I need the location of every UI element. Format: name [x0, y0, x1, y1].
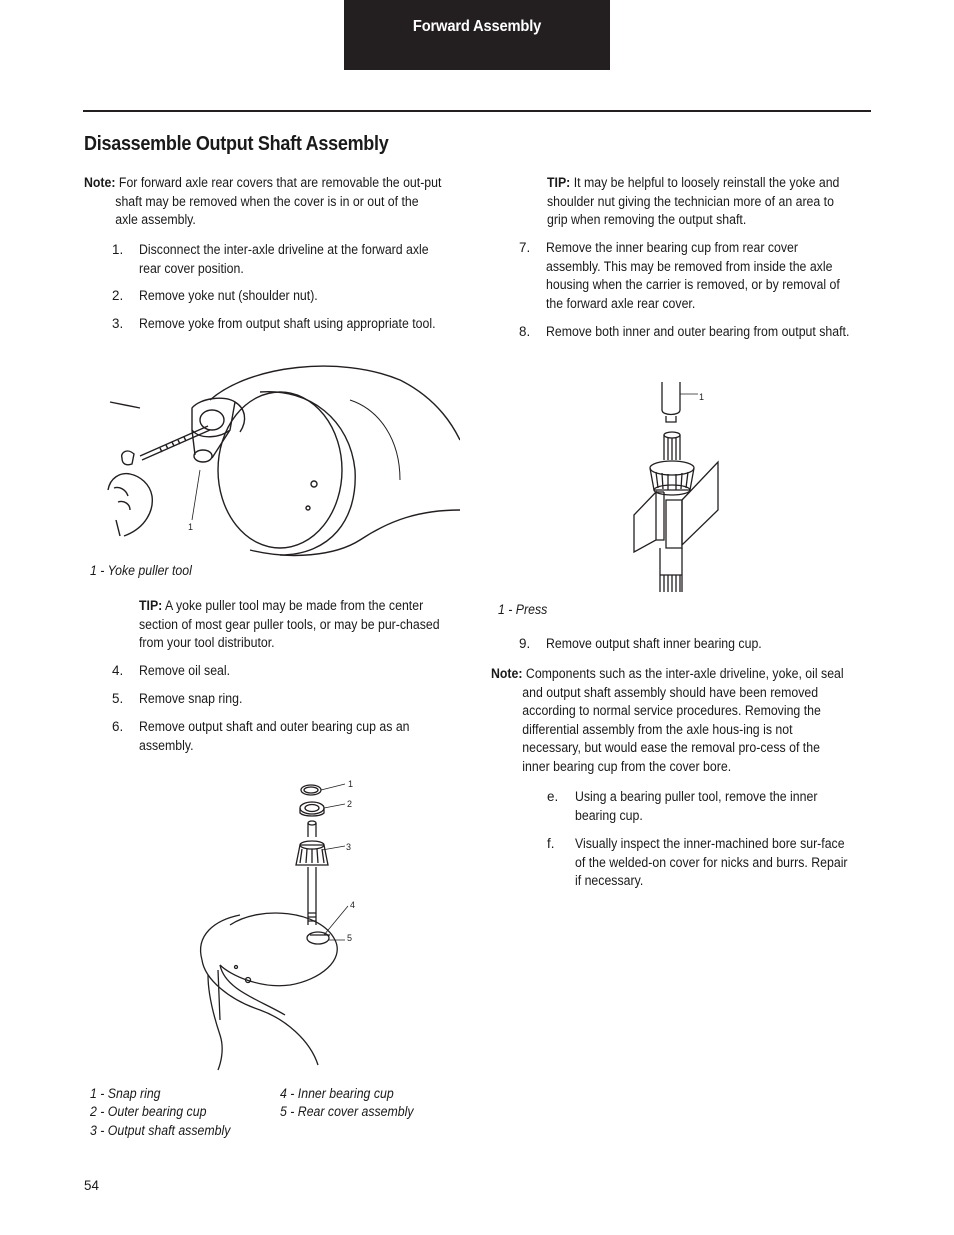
step-text: Remove yoke nut (shoulder nut). — [139, 288, 318, 303]
step-number: 1. — [112, 242, 124, 257]
step-number: 5. — [112, 691, 124, 706]
step-text: Remove output shaft and outer bearing cup as an assembly. — [139, 719, 410, 753]
figure-caption: 3 - Output shaft assembly — [90, 1123, 231, 1138]
left-note — [84, 174, 443, 230]
step-number: 7. — [519, 240, 531, 255]
substep-text: Using a bearing puller tool, remove the inner bearing cup. — [575, 789, 818, 823]
callout-1: 1 — [188, 522, 194, 532]
step-text: Disconnect the inter-axle driveline at the forward axle rear cover position. — [139, 242, 429, 276]
callout-1: 1 — [348, 779, 354, 789]
figure-caption: 1 - Yoke puller tool — [90, 563, 192, 578]
figure-caption: 2 - Outer bearing cup — [90, 1104, 207, 1119]
callout-5: 5 — [347, 933, 353, 943]
substep-letter: e. — [547, 789, 559, 804]
press-illustration — [620, 380, 730, 600]
right-note — [491, 665, 845, 776]
callout-1: 1 — [699, 392, 705, 402]
step-number: 3. — [112, 316, 124, 331]
substep-letter: f. — [547, 836, 555, 851]
tip-text: A yoke puller tool may be made from the center section of most gear puller tools, or may be pur-chased from your tool distributor. — [139, 598, 440, 650]
note-label: Note: — [491, 666, 523, 681]
yoke-puller-illustration — [100, 360, 460, 560]
tip-text: It may be helpful to loosely reinstall the yoke and shoulder nut giving the technician more of an area to grip when removing the output shaft. — [547, 175, 840, 227]
note-text: For forward axle rear covers that are removable the out-put shaft may be removed when the cover is in or out of the axle assembly. — [115, 175, 442, 227]
step-text: Remove yoke from output shaft using appropriate tool. — [139, 316, 436, 331]
callout-3: 3 — [346, 842, 352, 852]
step-text: Remove output shaft inner bearing cup. — [546, 636, 762, 651]
tip-left — [139, 597, 443, 653]
callout-2: 2 — [347, 799, 353, 809]
section-tab — [344, 0, 610, 70]
step-number: 6. — [112, 719, 124, 734]
section-tab-label: Forward Assembly — [412, 18, 542, 35]
tip-label: TIP: — [139, 598, 163, 613]
tip-label: TIP: — [547, 175, 571, 190]
page-number: 54 — [84, 1178, 99, 1193]
figure-caption: 4 - Inner bearing cup — [280, 1086, 394, 1101]
step-number: 4. — [112, 663, 124, 678]
note-text: Components such as the inter-axle driveline, yoke, oil seal and output shaft assembly should have been removed according to normal service procedures. Removing the differential assembly from the axle hous-ing is not necessary, but would ease the removal pro-cess of the inner bearing cup from the cover bore. — [522, 666, 844, 774]
step-number: 2. — [112, 288, 124, 303]
step-text: Remove both inner and outer bearing from output shaft. — [546, 324, 850, 339]
step-text: Remove snap ring. — [139, 691, 243, 706]
callout-4: 4 — [350, 900, 356, 910]
figure-caption: 5 - Rear cover assembly — [280, 1104, 414, 1119]
output-shaft-exploded-illustration — [190, 775, 370, 1075]
page-title: Disassemble Output Shaft Assembly — [84, 133, 389, 155]
step-number: 8. — [519, 324, 531, 339]
step-number: 9. — [519, 636, 531, 651]
substep-text: Visually inspect the inner-machined bore sur-face of the welded-on cover for nicks and burrs. Repair if necessary. — [575, 836, 848, 888]
tip-right — [547, 174, 841, 230]
figure-caption: 1 - Press — [498, 602, 548, 617]
note-label: Note: — [84, 175, 116, 190]
header-rule — [83, 110, 871, 112]
figure-caption: 1 - Snap ring — [90, 1086, 161, 1101]
step-text: Remove the inner bearing cup from rear cover assembly. This may be removed from inside the axle housing when the carrier is removed, or by removal of the forward axle rear cover. — [546, 240, 840, 311]
step-text: Remove oil seal. — [139, 663, 231, 678]
